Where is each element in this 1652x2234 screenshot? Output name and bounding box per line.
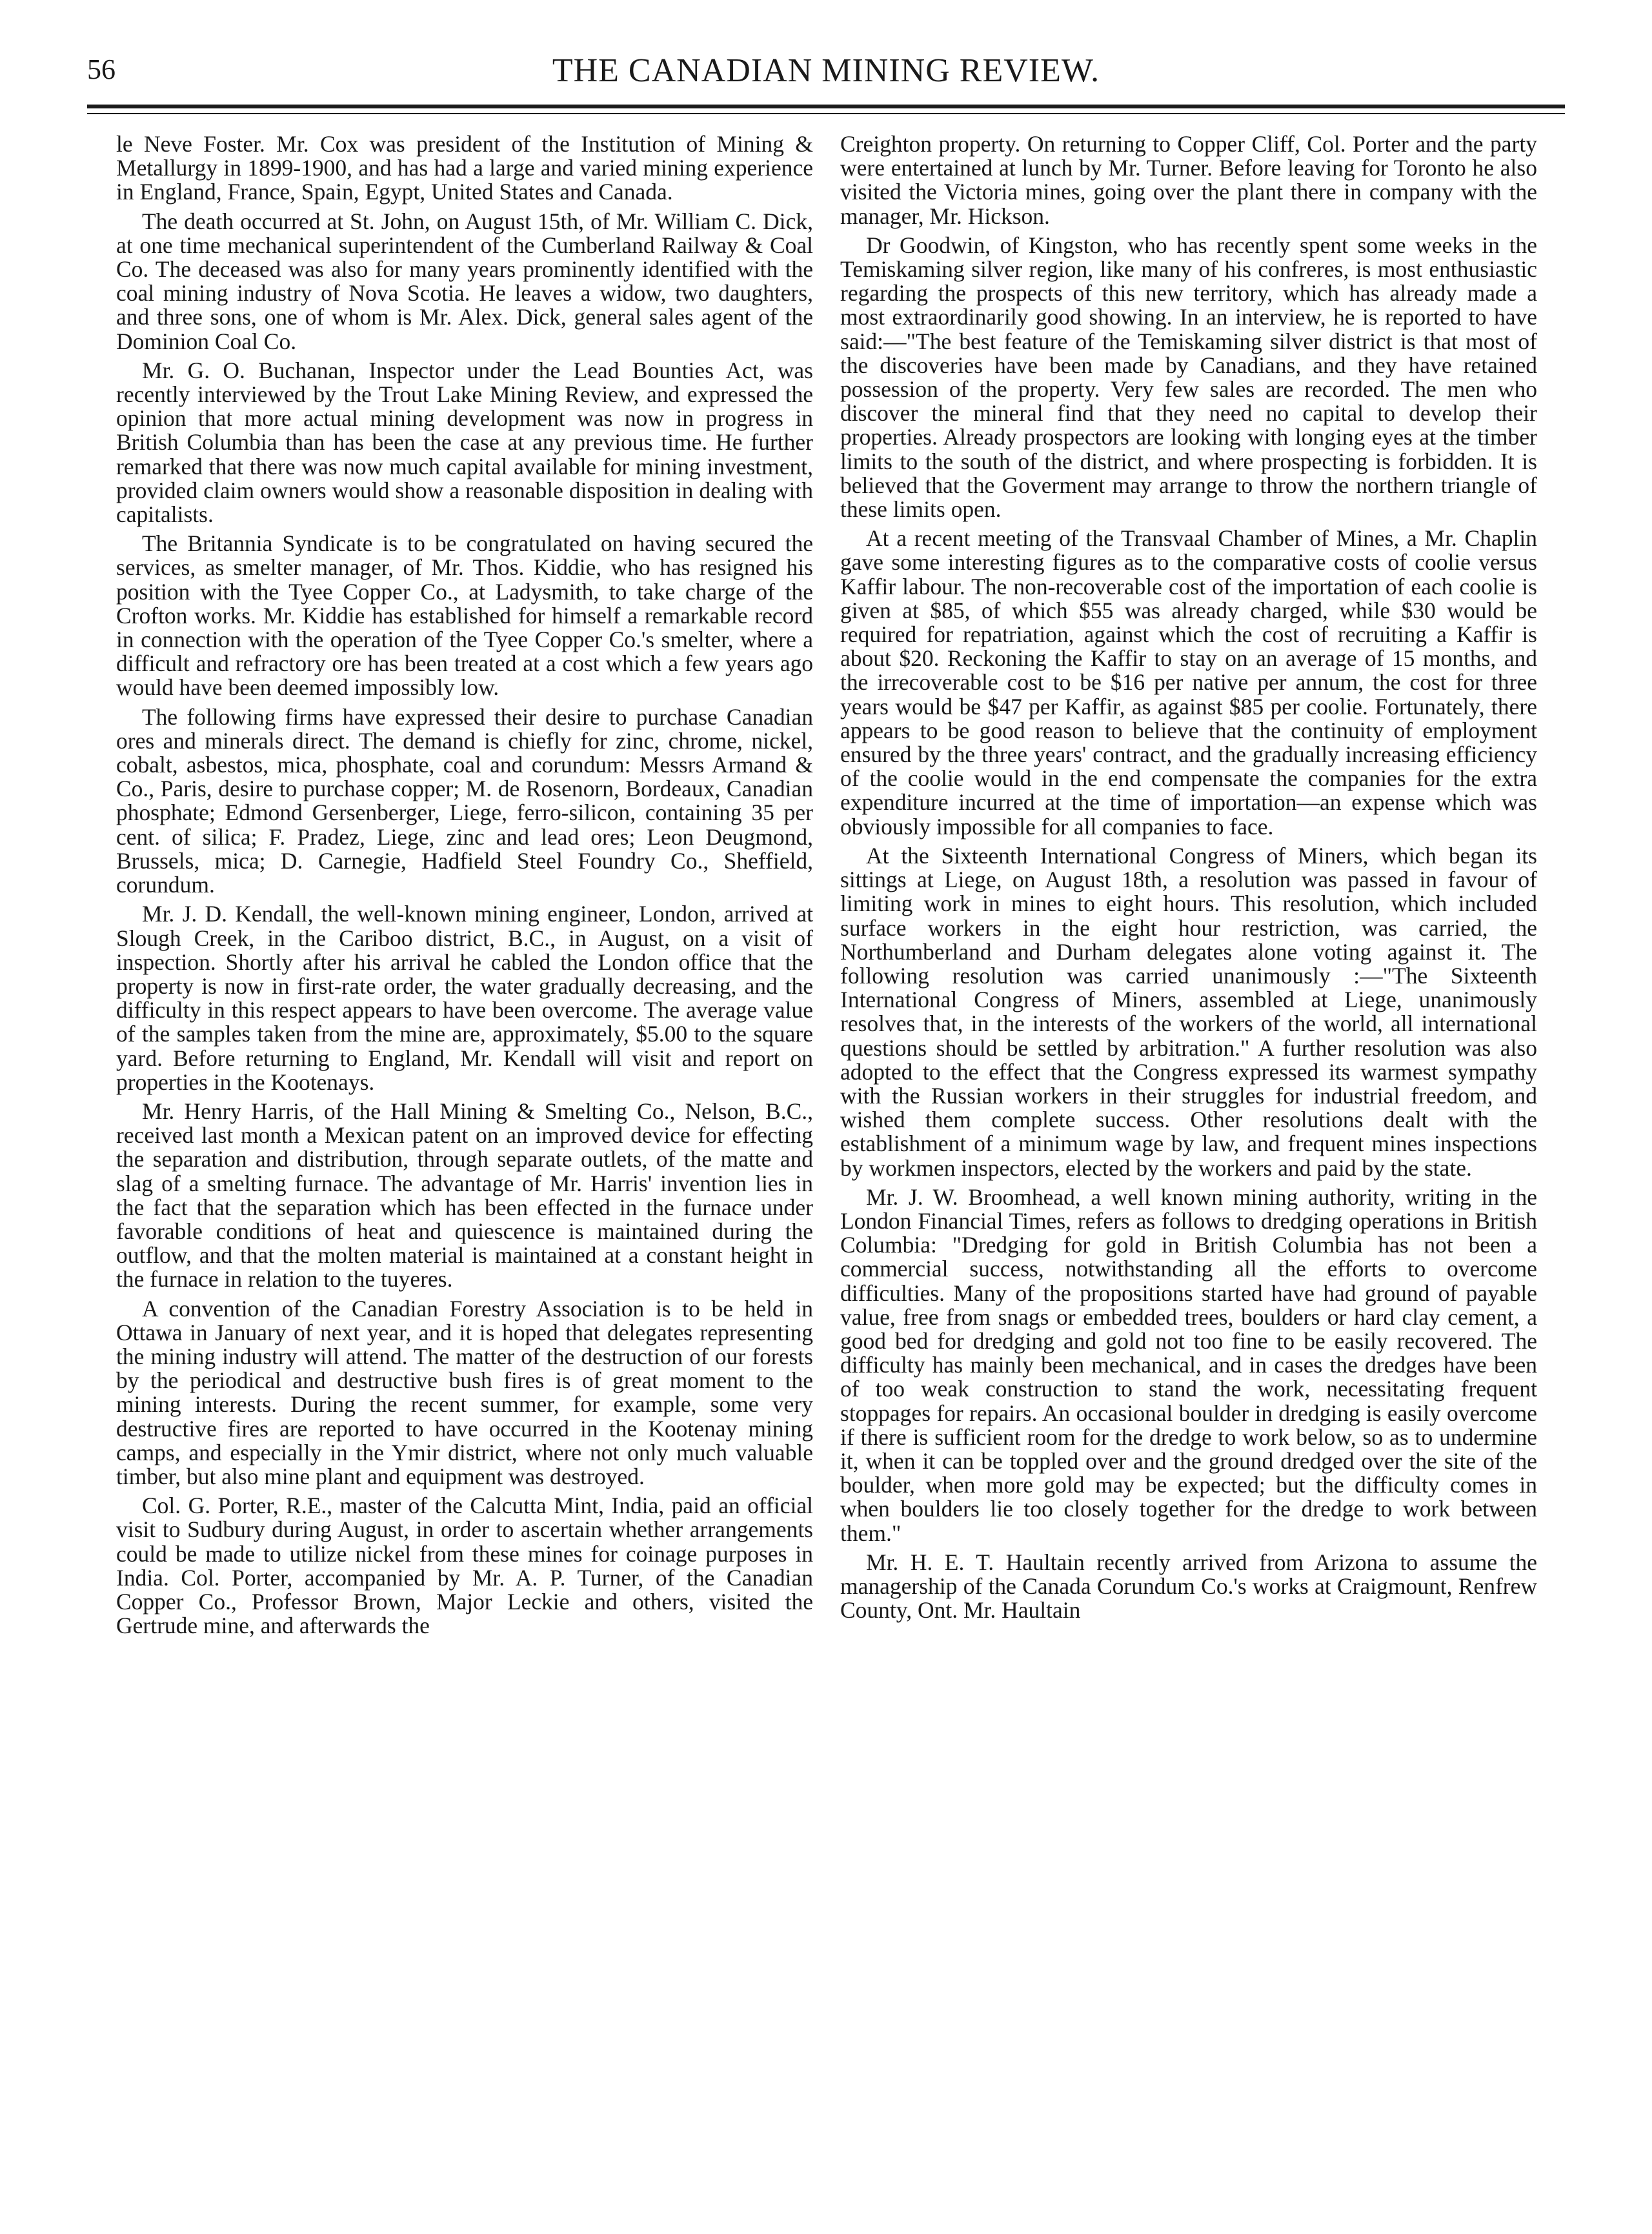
header-rule-thin <box>87 113 1565 114</box>
paragraph: Dr Goodwin, of Kingston, who has recently spent some weeks in the Temiskaming silver region, like many of his confreres, is most enthusiastic regarding the prospects of this new territory, which has already made a most extraordinarily good showing. In an interview, he is reported to have said:—"The best feature of the Temiskaming silver district is that most of the discoveries have been made by Canadians, and they have retained possession of the property. Very few sales are recorded. The men who discover the mineral find that they need no capital to develop their properties. Already prospectors are looking with longing eyes at the timber limits to the south of the district, and where prospecting is forbidden. It is believed that the Goverment may arrange to throw the northern triangle of these limits open. <box>840 232 1537 523</box>
paragraph: The death occurred at St. John, on August 15th, of Mr. William C. Dick, at one time mechanical superintendent of the Cumberland Railway & Coal Co. The deceased was also for many years prominently identified with the coal mining industry of Nova Scotia. He leaves a widow, two daughters, and three sons, one of whom is Mr. Alex. Dick, general sales agent of the Dominion Coal Co. <box>116 208 813 354</box>
paragraph: Mr. G. O. Buchanan, Inspector under the Lead Bounties Act, was recently interviewed by the Trout Lake Mining Review, and expressed the opinion that more actual mining development was now in progress in British Columbia than has been the case at any previous time. He further remarked that there was now much capital available for mining investment, provided claim owners would show a reasonable disposition in dealing with capitalists. <box>116 357 813 528</box>
page-number: 56 <box>87 54 116 85</box>
left-column <box>116 132 813 1643</box>
paragraph: The following firms have expressed their desire to purchase Canadian ores and minerals direct. The demand is chiefly for zinc, chrome, nickel, cobalt, asbestos, mica, phosphate, coal and corundum: Messrs Armand & Co., Paris, desire to purchase copper; M. de Rosenorn, Bordeaux, Canadian phosphate; Edmond Gersenberger, Liege, ferro-silicon, containing 35 per cent. of silica; F. Pradez, Liege, zinc and lead ores; Leon Deugmond, Brussels, mica; D. Carnegie, Hadfield Steel Foundry Co., Sheffield, corundum. <box>116 703 813 898</box>
paragraph: Mr. J. W. Broomhead, a well known mining authority, writing in the London Financial Times, refers as follows to dredging operations in British Columbia: "Dredging for gold in British Columbia has not been a commercial success, notwithstanding all the efforts to overcome difficulties. Many of the propositions started have had ground of payable value, free from snags or embedded trees, boulders or hard clay cement, a good bed for dredging and gold not too fine to be easily recovered. The difficulty has mainly been mechanical, and in cases the dredges have been of too weak construction to stand the work, necessitating frequent stoppages for repairs. An occasional boulder in dredging is easily overcome if there is sufficient room for the dredge to work below, so as to undermine it, when it can be toppled over and the ground dredged over the site of the boulder, when more gold may be expected; but the difficulty comes in when boulders lie too closely together for the dredge to work between them." <box>840 1183 1537 1546</box>
journal-title: THE CANADIAN MINING REVIEW. <box>552 52 1100 89</box>
paragraph: At the Sixteenth International Congress of Miners, which began its sittings at Liege, on August 18th, a resolution was passed in favour of limiting work in mines to eight hours. This resolution, which included surface workers in the eight hour restriction, was carried, the Northumberland and Durham delegates alone voting against it. The following resolution was carried unanimously :—"The Sixteenth International Congress of Miners, assembled at Liege, unanimously resolves that, in the interests of the workers of the world, all international questions should be settled by arbitration." A further resolution was also adopted to the effect that the Congress expressed its warmest sympathy with the Russian workers in their struggles for industrial freedom, and wished them complete success. Other resolutions dealt with the establishment of a minimum wage by law, and frequent mines inspections by workmen inspectors, elected by the workers and paid by the state. <box>840 842 1537 1181</box>
right-column <box>840 132 1537 1627</box>
paragraph: Col. G. Porter, R.E., master of the Calcutta Mint, India, paid an official visit to Sudbury during August, in order to ascertain whether arrangements could be made to utilize nickel from these mines for coinage purposes in India. Col. Porter, accompanied by Mr. A. P. Turner, of the Canadian Copper Co., Professor Brown, Major Leckie and others, visited the Gertrude mine, and afterwards the <box>116 1493 813 1639</box>
header-rule-thick <box>87 105 1565 108</box>
paragraph: The Britannia Syndicate is to be congratulated on having secured the services, as smelter manager, of Mr. Thos. Kiddie, who has resigned his position with the Tyee Copper Co., at Ladysmith, to take charge of the Crofton works. Mr. Kiddie has established for himself a remarkable record in connection with the operation of the Tyee Copper Co.'s smelter, where a difficult and refractory ore has been treated at a cost which a few years ago would have been deemed impossibly low. <box>116 530 813 701</box>
paragraph: A convention of the Canadian Forestry Association is to be held in Ottawa in January of next year, and it is hoped that delegates representing the mining industry will attend. The matter of the destruction of our forests by the periodical and destructive bush fires is of great moment to the mining interests. During the recent summer, for example, some very destructive fires are reported to have occurred in the Kootenay mining camps, and especially in the Ymir district, where not only much valuable timber, but also mine plant and equipment was destroyed. <box>116 1295 813 1489</box>
paragraph: At a recent meeting of the Transvaal Chamber of Mines, a Mr. Chaplin gave some interesting figures as to the comparative costs of coolie versus Kaffir labour. The non-recoverable cost of the importation of each coolie is given at $85, of which $55 was already charged, while $30 would be required for repatriation, against which the cost of recruiting a Kaffir is about $20. Reckoning the Kaffir to stay on an average of 15 months, and the irrecoverable cost to be $16 per native per annum, the cost for three years would be $47 per Kaffir, as against $85 per coolie. Fortunately, there appears to be good reason to believe that the continuity of employment ensured by the three years' contract, and the gradually increasing efficiency of the coolie would in the end compensate the companies for the extra expenditure incurred at the time of importation—an expense which was obviously impossible for all companies to face. <box>840 525 1537 840</box>
paragraph: Mr. H. E. T. Haultain recently arrived from Arizona to assume the managership of the Canada Corundum Co.'s works at Craigmount, Renfrew County, Ont. Mr. Haultain <box>840 1549 1537 1624</box>
paragraph-continued: Creighton property. On returning to Copper Cliff, Col. Porter and the party were entertained at lunch by Mr. Turner. Before leaving for Toronto he also visited the Victoria mines, going over the plant there in company with the manager, Mr. Hickson. <box>840 131 1537 229</box>
page-header <box>87 40 1565 105</box>
paragraph: le Neve Foster. Mr. Cox was president of the Institution of Mining & Metallurgy in 1899-1900, and has had a large and varied mining experience in England, France, Spain, Egypt, United States and Canada. <box>116 131 813 205</box>
paragraph: Mr. J. D. Kendall, the well-known mining engineer, London, arrived at Slough Creek, in the Cariboo district, B.C., in August, on a visit of inspection. Shortly after his arrival he cabled the London office that the property is now in first-rate order, the water gradually decreasing, and the difficulty in this respect appears to have been overcome. The average value of the samples taken from the mine are, approximately, $5.00 to the square yard. Before returning to England, Mr. Kendall will visit and report on properties in the Kootenays. <box>116 901 813 1095</box>
paragraph: Mr. Henry Harris, of the Hall Mining & Smelting Co., Nelson, B.C., received last month a Mexican patent on an improved device for effecting the separation and distribution, through separate outlets, of the matte and slag of a smelting furnace. The advantage of Mr. Harris' invention lies in the fact that the separation which has been effected in the furnace under favorable conditions of heat and quiescence is maintained during the outflow, and that the molten material is maintained at a constant height in the furnace in relation to the tuyeres. <box>116 1098 813 1293</box>
